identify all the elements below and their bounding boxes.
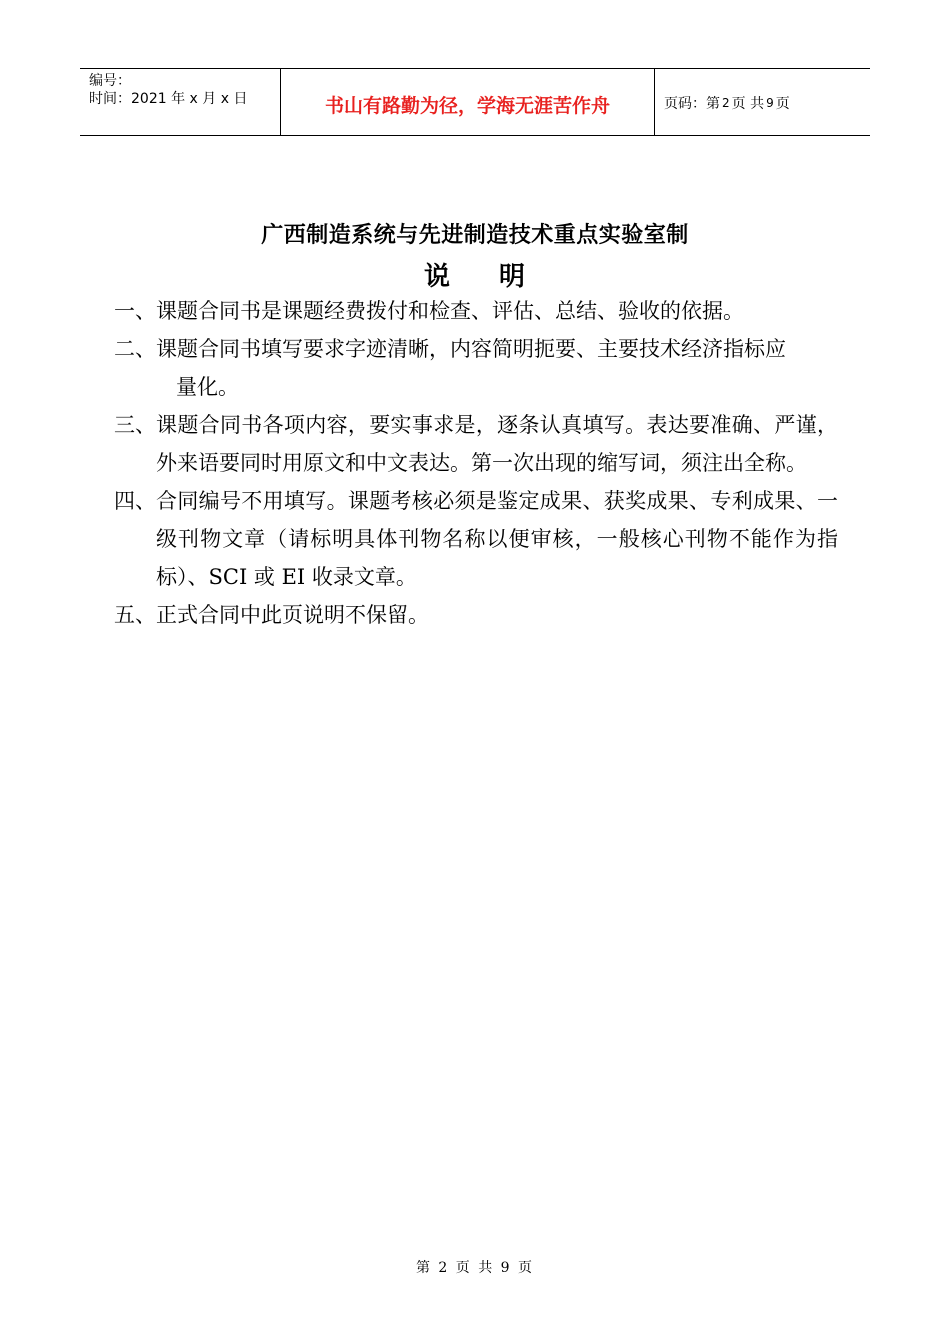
document-title — [0, 256, 950, 293]
page-suffix: 页 — [775, 96, 790, 112]
list-item — [114, 482, 838, 596]
list-item — [114, 406, 838, 482]
item-number: 四、 — [114, 489, 156, 513]
list-item — [114, 292, 838, 330]
item-text: 课题合同书各项内容，要实事求是，逐条认真填写。表达要准确、严谨，外来语要同时用原文和中文表达。第一次出现的缩写词，须注出全称。 — [156, 413, 838, 475]
list-item — [114, 596, 838, 634]
title-char-2: 明 — [499, 262, 527, 292]
page-prefix: 页码：第 — [664, 96, 720, 112]
instruction-list — [114, 292, 838, 634]
page-footer: 第 2 页 共 9 页 — [415, 1260, 535, 1276]
page-current: 2 — [722, 96, 730, 110]
item-text: 课题合同书是课题经费拨付和检查、评估、总结、验收的依据。 — [156, 299, 744, 323]
item-text-continued: 量化。 — [176, 375, 239, 399]
org-title: 广西制造系统与先进制造技术重点实验室制 — [261, 223, 689, 248]
list-item — [114, 330, 838, 406]
title-char-1: 说 — [423, 262, 451, 292]
item-body — [156, 330, 838, 406]
page-total: 9 — [766, 96, 774, 110]
item-number: 三、 — [114, 413, 156, 437]
item-text: 正式合同中此页说明不保留。 — [156, 603, 429, 627]
header-page-info — [655, 69, 870, 135]
item-number: 二、 — [114, 337, 156, 361]
header-motto: 书山有路勤为径，学海无涯苦作舟 — [281, 69, 655, 135]
item-text: 课题合同书填写要求字迹清晰，内容简明扼要、主要技术经济指标应 — [156, 337, 786, 361]
item-number: 五、 — [114, 603, 156, 627]
item-text: 合同编号不用填写。课题考核必须是鉴定成果、获奖成果、专利成果、一级刊物文章（请标明具体刊物名称以便审核，一般核心刊物不能作为指标）、SCI 或 EI 收录文章。 — [156, 489, 838, 589]
page-mid: 页 共 — [731, 96, 765, 112]
item-number: 一、 — [114, 299, 156, 323]
number-label: 编号： — [89, 73, 131, 89]
page-header — [80, 68, 870, 136]
date-label: 时间：2021 年 x 月 x 日 — [89, 91, 248, 107]
header-meta — [80, 69, 281, 135]
